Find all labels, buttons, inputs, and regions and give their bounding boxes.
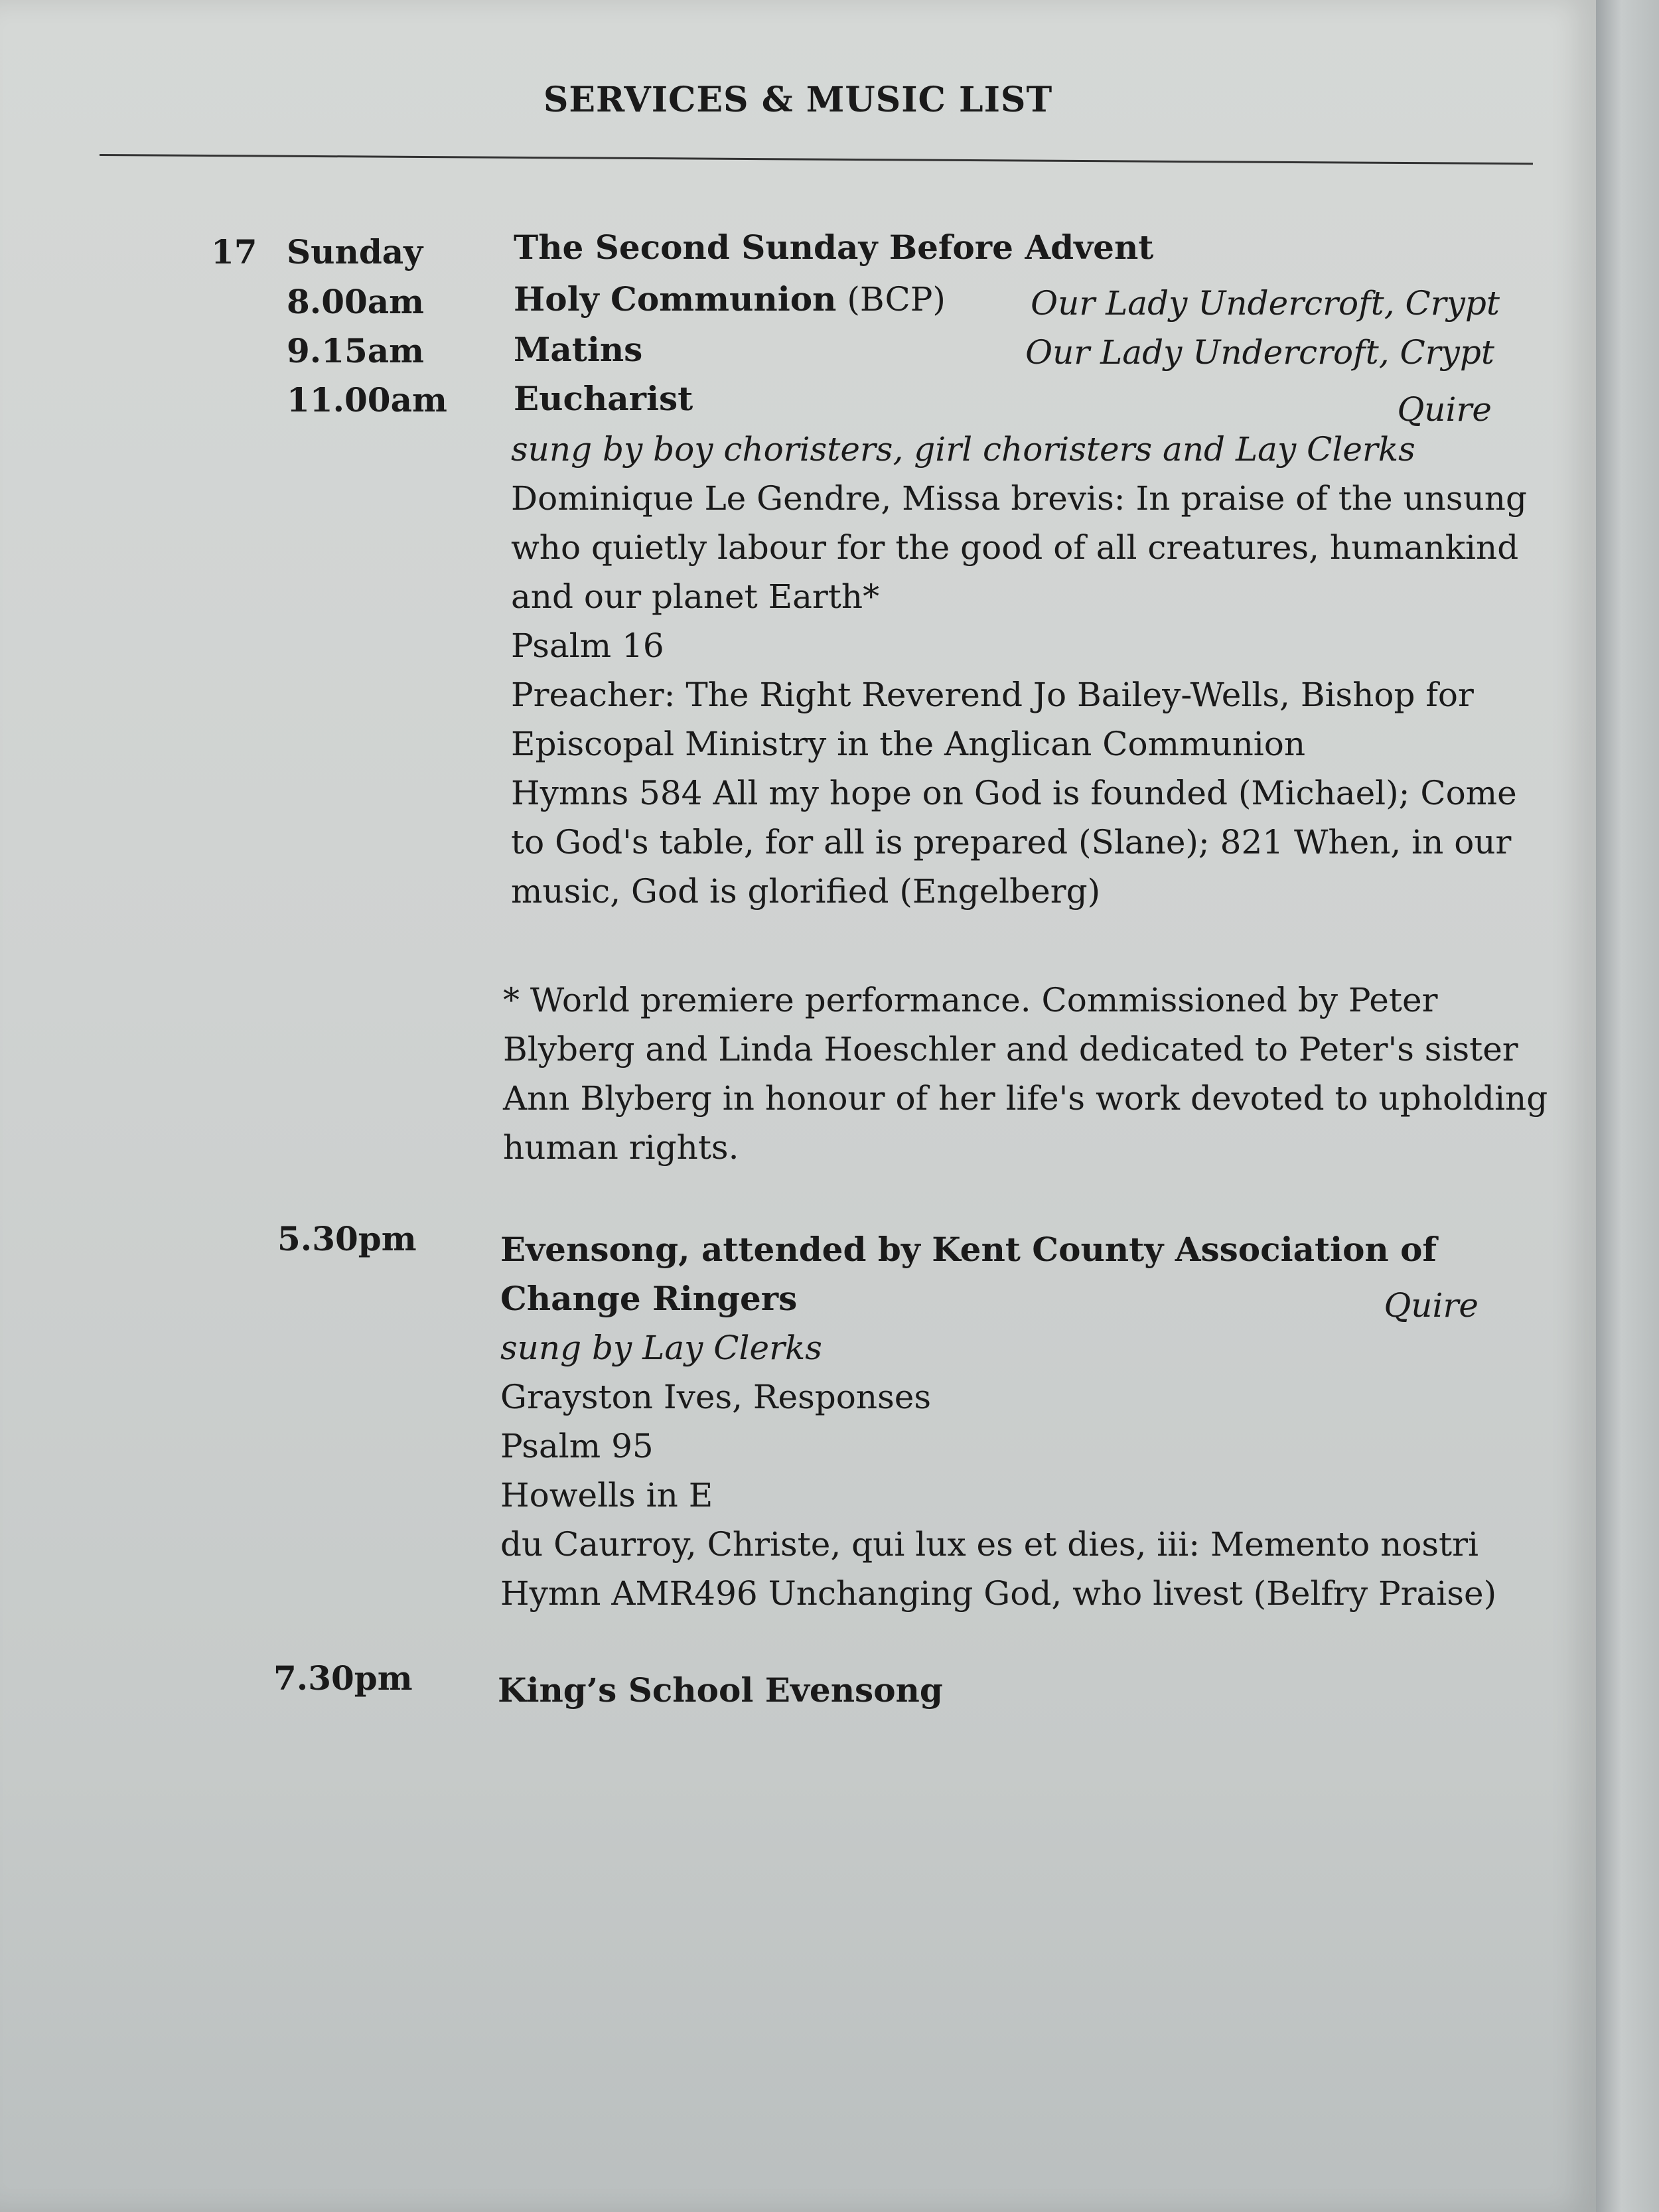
- service-time: 11.00am: [287, 380, 447, 419]
- eucharist-details: [511, 425, 1527, 916]
- footnote-line: Ann Blyberg in honour of her life's work devoted to upholding: [503, 1079, 1548, 1118]
- music-line: Hymn AMR496 Unchanging God, who livest (Belfry Praise): [500, 1574, 1497, 1613]
- service-time: 8.00am: [287, 282, 425, 321]
- service-time: 9.15am: [287, 331, 425, 370]
- page-edge: [1596, 0, 1659, 2212]
- footnote-line: Blyberg and Linda Hoeschler and dedicated to Peter's sister: [503, 1030, 1518, 1069]
- service-title: Holy Communion: [514, 279, 837, 319]
- service-title: Matins: [514, 330, 643, 369]
- music-line: Episcopal Ministry in the Anglican Communion: [511, 725, 1306, 763]
- music-line: and our planet Earth*: [511, 577, 880, 616]
- music-line: Howells in E: [500, 1476, 713, 1514]
- service-title: Eucharist: [514, 379, 693, 418]
- day-date: 17: [211, 232, 257, 271]
- music-line: to God's table, for all is prepared (Slane); 821 When, in our: [511, 823, 1512, 861]
- evensong-details: [500, 1225, 1497, 1618]
- service-title-cont: Change Ringers: [500, 1279, 798, 1318]
- page-title: SERVICES & MUSIC LIST: [543, 80, 1053, 120]
- footnote: [503, 976, 1548, 1172]
- music-line: du Caurroy, Christe, qui lux es et dies, iii: Memento nostri: [500, 1525, 1479, 1564]
- day-weekday: Sunday: [287, 232, 423, 271]
- music-line: music, God is glorified (Engelberg): [511, 872, 1101, 911]
- service-name: [514, 275, 946, 324]
- sung-by: sung by Lay Clerks: [500, 1329, 822, 1367]
- service-suffix: (BCP): [847, 280, 946, 319]
- music-line: Psalm 95: [500, 1427, 654, 1465]
- music-line: Grayston Ives, Responses: [500, 1378, 931, 1416]
- footnote-line: * World premiere performance. Commissioned by Peter: [503, 981, 1438, 1019]
- music-line: Dominique Le Gendre, Missa brevis: In praise of the unsung: [511, 479, 1527, 518]
- day-title: The Second Sunday Before Advent: [514, 228, 1154, 267]
- service-location: Our Lady Undercroft, Crypt: [1031, 284, 1500, 323]
- service-location: Quire: [1397, 390, 1492, 429]
- music-line: who quietly labour for the good of all creatures, humankind: [511, 528, 1519, 567]
- service-title: Evensong, attended by Kent County Association of: [500, 1230, 1437, 1269]
- service-time: 7.30pm: [273, 1659, 413, 1698]
- service-title: King’s School Evensong: [498, 1670, 943, 1710]
- footnote-line: human rights.: [503, 1128, 739, 1167]
- service-time: 5.30pm: [277, 1219, 417, 1258]
- music-line: Psalm 16: [511, 627, 664, 665]
- service-location: Quire: [1384, 1286, 1479, 1325]
- service-location: Our Lady Undercroft, Crypt: [1025, 333, 1494, 372]
- sung-by: sung by boy choristers, girl choristers and Lay Clerks: [511, 430, 1415, 469]
- music-line: Hymns 584 All my hope on God is founded (Michael); Come: [511, 774, 1517, 812]
- music-line: Preacher: The Right Reverend Jo Bailey-Wells, Bishop for: [511, 676, 1474, 714]
